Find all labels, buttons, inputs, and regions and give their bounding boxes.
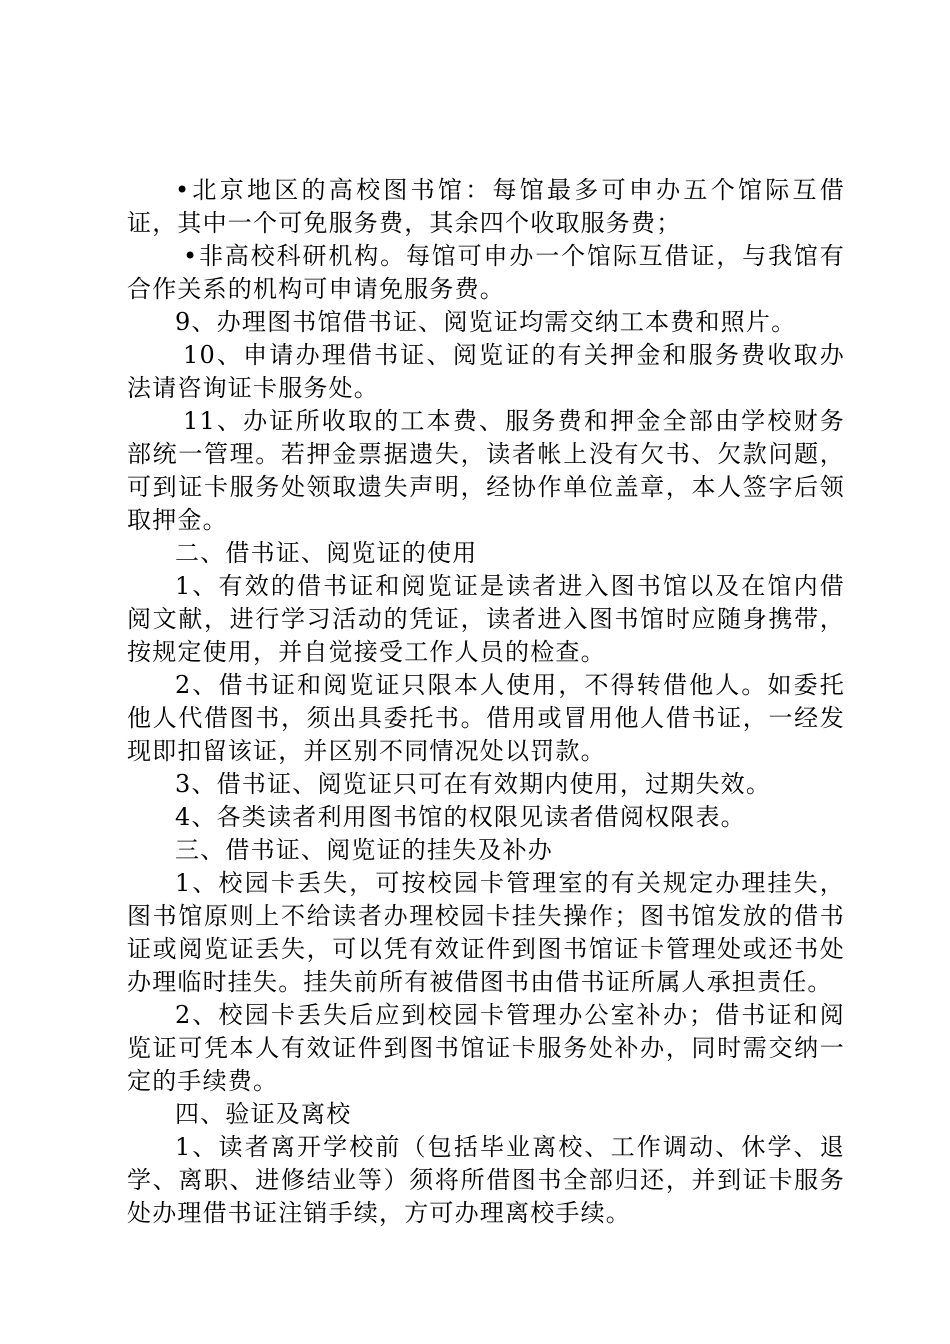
paragraph-usage-4: 4、各类读者利用图书馆的权限见读者借阅权限表。 bbox=[175, 803, 746, 831]
paragraph-usage-3: 3、借书证、阅览证只可在有效期内使用，过期失效。 bbox=[175, 770, 772, 798]
paragraph-item-11: 11、办证所收取的工本费、服务费和押金全部由学校财务部统一管理。若押金票据遗失，读者帐上没有欠书、欠款问题，可到证卡服务处领取遗失声明，经协作单位盖章，本人签字后领取押金。 bbox=[127, 407, 845, 534]
section-heading-3: 三、借书证、阅览证的挂失及补办 bbox=[175, 836, 553, 864]
paragraph-item-9: 9、办理图书馆借书证、阅览证均需交纳工本费和照片。 bbox=[175, 308, 797, 336]
paragraph-leaving-1: 1、读者离开学校前（包括毕业离校、工作调动、休学、退学、离职、进修结业等）须将所借图书全部归还，并到证卡服务处办理借书证注销手续，方可办理离校手续。 bbox=[127, 1133, 845, 1227]
paragraph-loss-1: 1、校园卡丢失，可按校园卡管理室的有关规定办理挂失，图书馆原则上不给读者办理校园卡挂失操作；图书馆发放的借书证或阅览证丢失，可以凭有效证件到图书馆证卡管理处或还书处办理临时挂失。挂失前所有被借图书由借书证所属人承担责任。 bbox=[127, 869, 845, 996]
paragraph-non-university-institutions: •非高校科研机构。每馆可申办一个馆际互借证，与我馆有合作关系的机构可申请免服务费。 bbox=[127, 242, 845, 303]
paragraph-usage-2: 2、借书证和阅览证只限本人使用，不得转借他人。如委托他人代借图书，须出具委托书。借用或冒用他人借书证，一经发现即扣留该证，并区别不同情况处以罚款。 bbox=[127, 671, 845, 765]
section-heading-2: 二、借书证、阅览证的使用 bbox=[175, 539, 478, 567]
section-heading-4: 四、验证及离校 bbox=[175, 1100, 352, 1128]
paragraph-item-10: 10、申请办理借书证、阅览证的有关押金和服务费收取办法请咨询证卡服务处。 bbox=[127, 341, 845, 402]
paragraph-beijing-universities: •北京地区的高校图书馆：每馆最多可申办五个馆际互借证，其中一个可免服务费，其余四个收取服务费； bbox=[127, 176, 845, 237]
paragraph-usage-1: 1、有效的借书证和阅览证是读者进入图书馆以及在馆内借阅文献，进行学习活动的凭证，读者进入图书馆时应随身携带，按规定使用，并自觉接受工作人员的检查。 bbox=[127, 572, 845, 666]
paragraph-loss-2: 2、校园卡丢失后应到校园卡管理办公室补办；借书证和阅览证可凭本人有效证件到图书馆证卡服务处补办，同时需交纳一定的手续费。 bbox=[127, 1001, 845, 1095]
document-body bbox=[127, 174, 845, 1230]
